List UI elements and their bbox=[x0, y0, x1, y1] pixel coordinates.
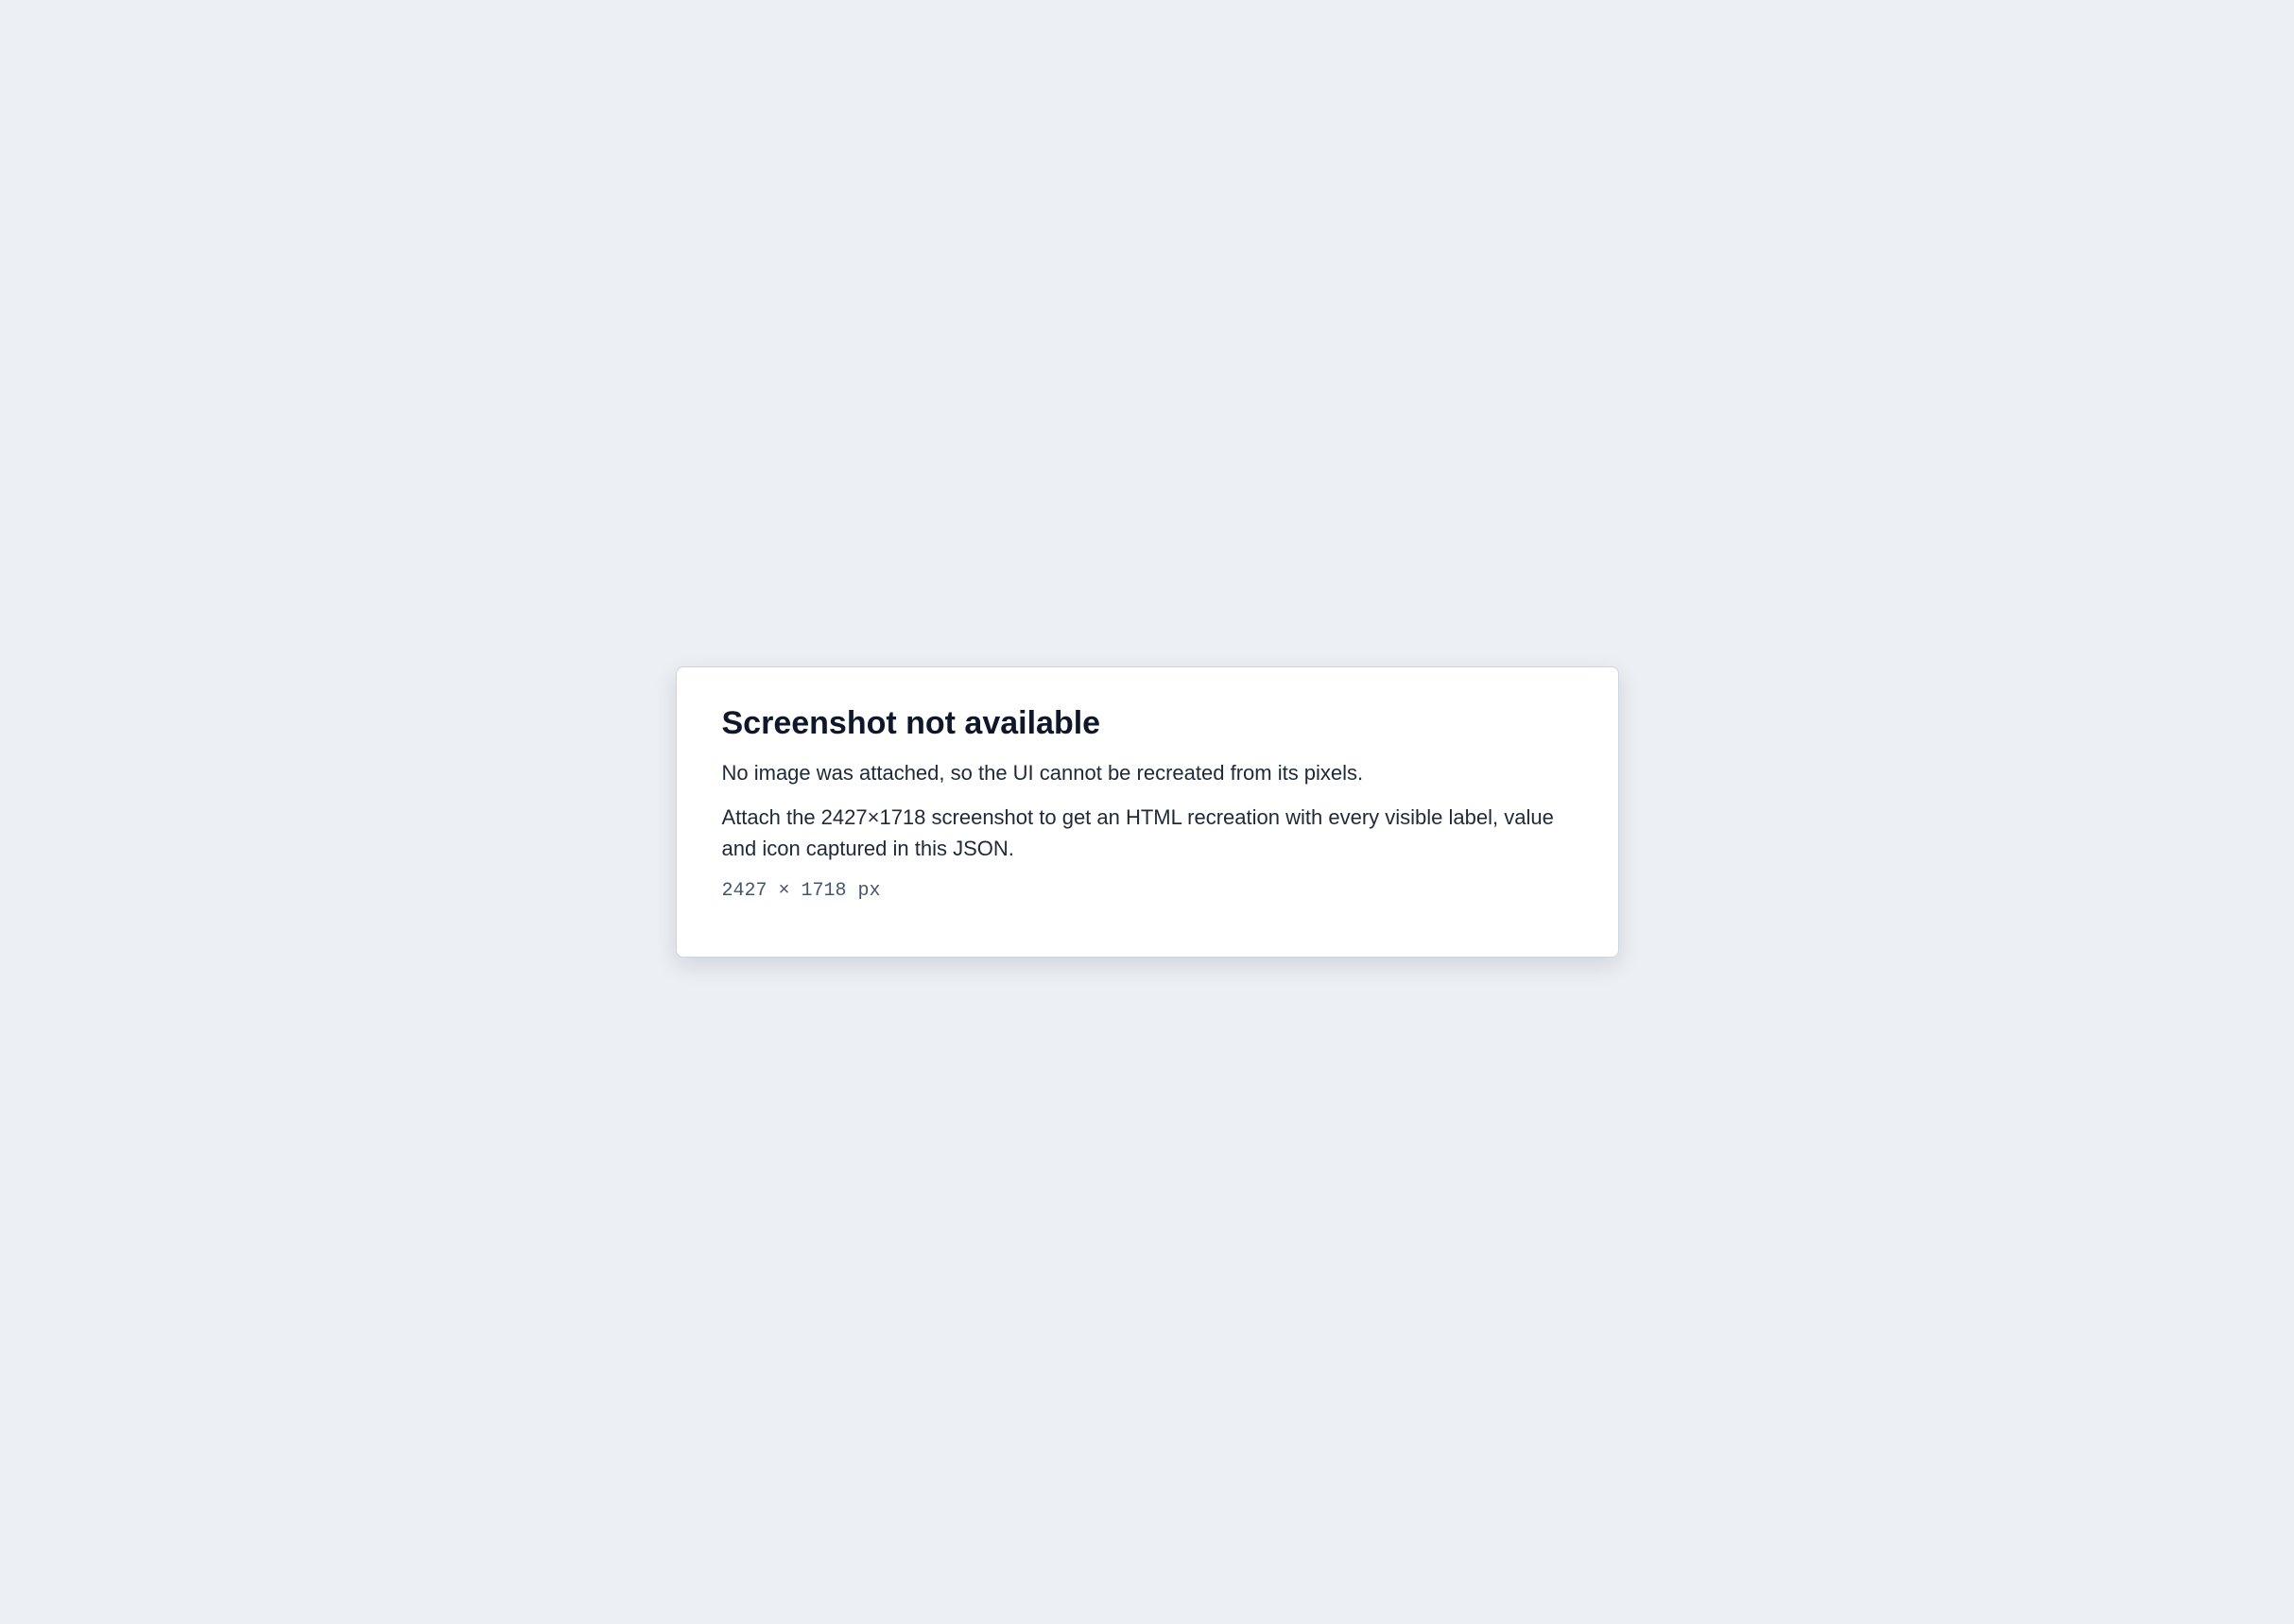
notice-dimensions: 2427 × 1718 px bbox=[721, 880, 881, 902]
notice-message: No image was attached, so the UI cannot be recreated from its pixels. bbox=[721, 761, 1364, 785]
notice-title: Screenshot not available bbox=[721, 705, 1101, 741]
missing-image-notice bbox=[676, 666, 1619, 958]
notice-instruction: Attach the 2427×1718 screenshot to get an HTML recreation with every visible label, value and icon captured in this JSON. bbox=[721, 805, 1554, 860]
